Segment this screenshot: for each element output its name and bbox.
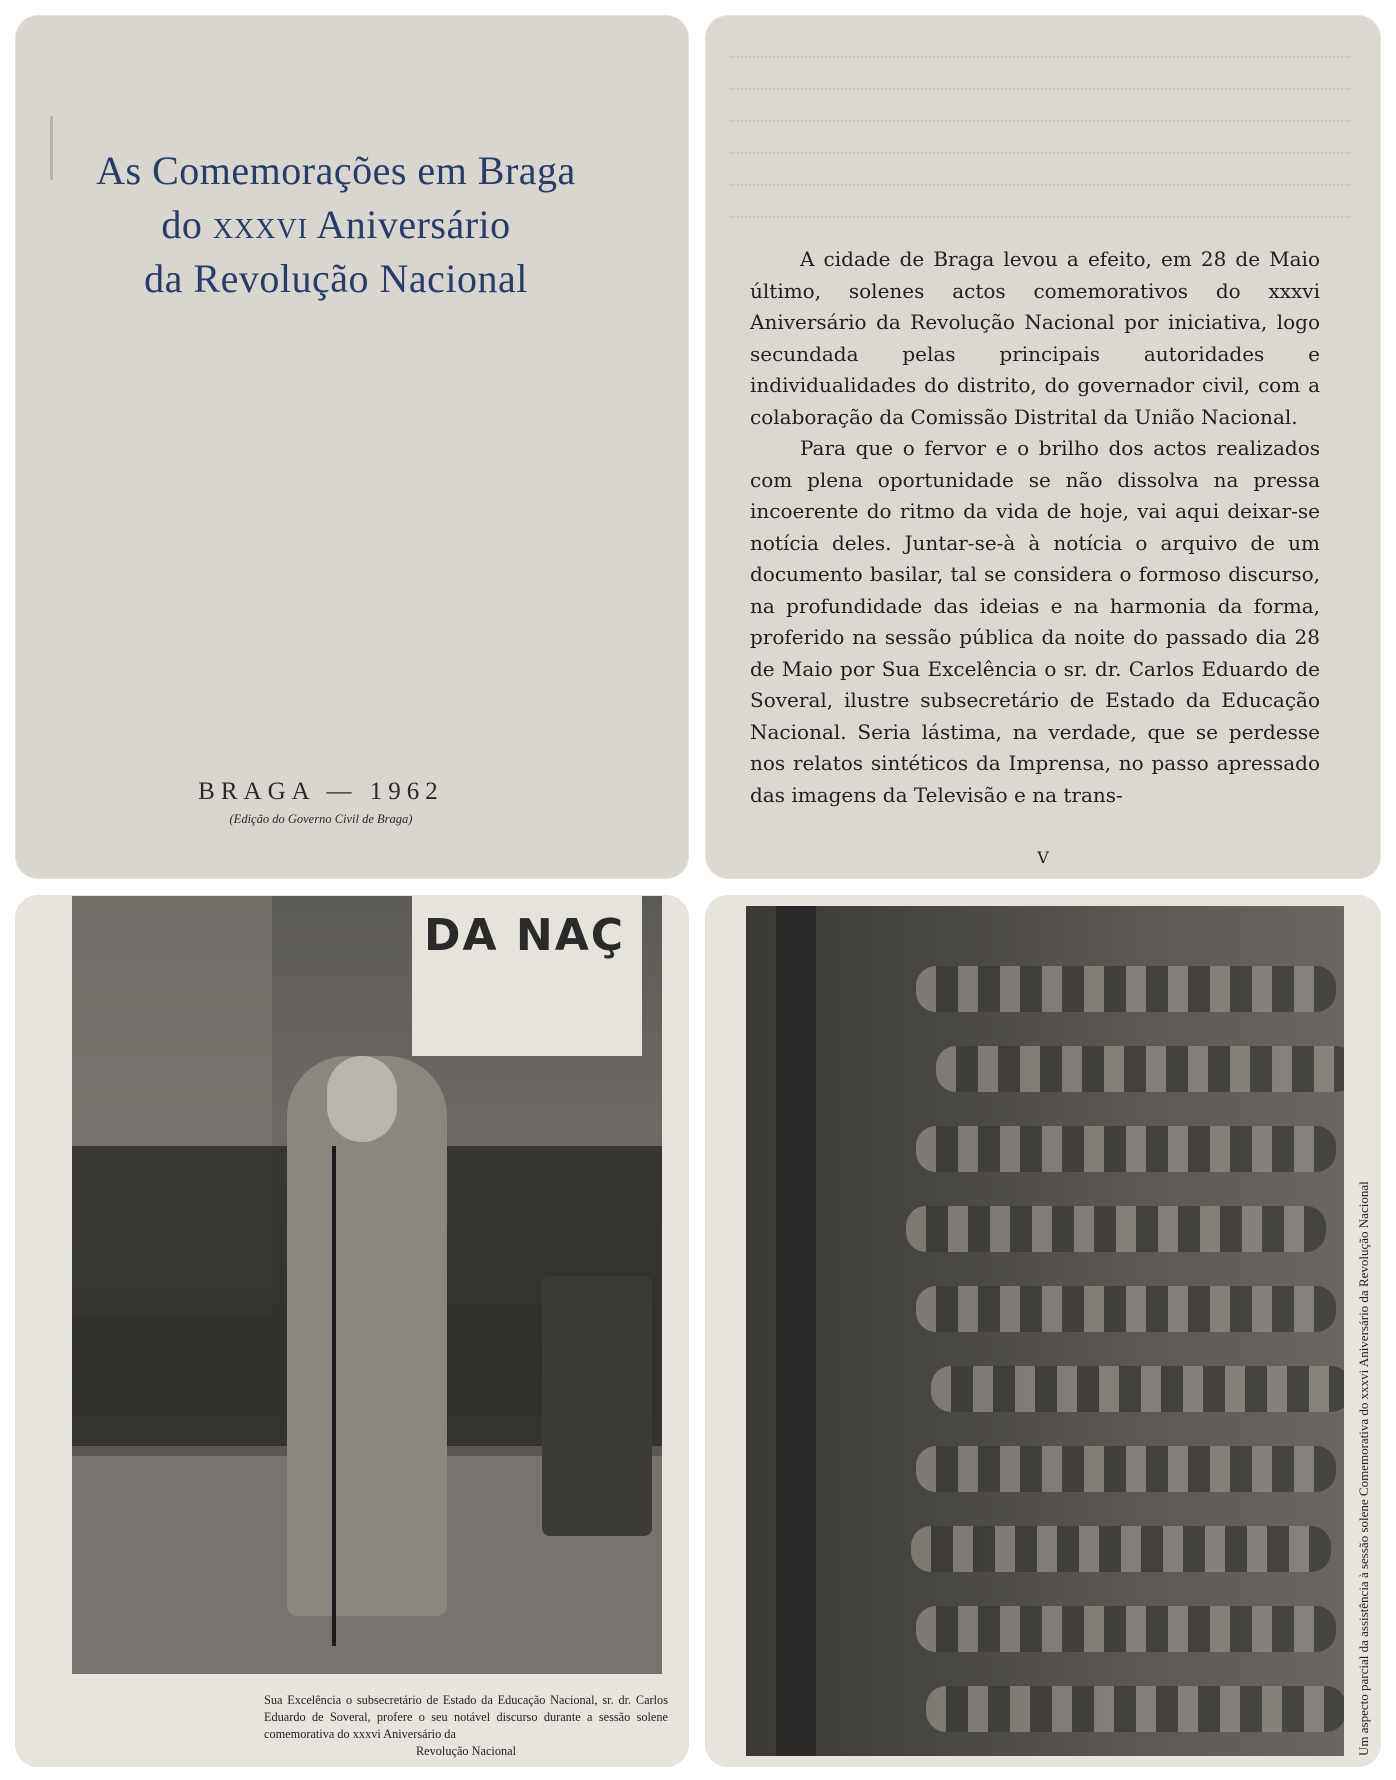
body-text: [750, 244, 1320, 811]
speaker-photo-caption: [264, 1692, 668, 1760]
speaker-photo-page: [16, 896, 688, 1766]
cover-edition: (Edição do Governo Civil de Braga): [229, 812, 413, 826]
cover-title: [76, 144, 596, 306]
margin-mark: [50, 116, 53, 180]
photo-balcony-rail: [776, 906, 816, 1756]
photo-speaker-head: [327, 1056, 397, 1142]
photo-ornate-chair: [542, 1276, 652, 1536]
cover-title-line-3: da Revolução Nacional: [144, 256, 528, 301]
audience-photo: [746, 906, 1344, 1756]
cover-title-numeral: xxxvi: [212, 202, 309, 247]
page-number: V: [1037, 848, 1049, 867]
cover-city-year: BRAGA — 1962: [198, 778, 444, 805]
caption-last-line: Revolução Nacional: [415, 1744, 517, 1758]
cover-title-line-2-suffix: Aniversário: [308, 202, 511, 247]
paragraph-2: Para que o fervor e o brilho dos actos realizados com plena oportunidade se não dissolva na pressa incoerente do ritmo da vida de hoje, vai aqui deixar-se notícia deles. Juntar-se-à à notícia o arquivo de um documento basilar, tal se considera o formoso discurso, na profundidade das ideias e na harmonia da forma, proferido na sessão pública da noite do passado dia 28 de Maio por Sua Excelência o sr. dr. Carlos Eduardo de Soveral, ilustre subsecretário de Estado da Educação Nacional. Seria lástima, na verdade, que se perdesse nos relatos sintéticos da Imprensa, no passo apressado das imagens da Televisão e na trans-: [750, 436, 1320, 807]
cover-title-line-2: [76, 198, 596, 252]
audience-photo-page: [706, 896, 1380, 1766]
photo-banner: DA NAÇ: [412, 896, 642, 1056]
cover-page: [16, 16, 688, 878]
caption-main: Sua Excelência o subsecretário de Estado da Educação Nacional, sr. dr. Carlos Eduardo de Soveral, profere o seu notável discurso durante a sessão solene comemorativa do xxxvi Aniversário da: [264, 1693, 668, 1741]
microphone-stand: [332, 1146, 336, 1646]
audience-photo-caption: Um aspecto parcial da assistência à sessão solene Comemorativa do xxxvi Aniversário da Revolução Nacional: [1356, 1181, 1371, 1756]
cover-title-line-2-prefix: do: [161, 202, 213, 247]
cover-title-line-1: As Comemorações em Braga: [96, 148, 576, 193]
text-page: [706, 16, 1380, 878]
bleed-through-text: [730, 44, 1350, 236]
paragraph-1: A cidade de Braga levou a efeito, em 28 de Maio último, solenes actos comemorativos do xxxvi Aniversário da Revolução Nacional por iniciativa, logo secundada pelas principais autoridades e individualidades do distrito, do governador civil, com a colaboração da Comissão Distrital da União Nacional.: [750, 247, 1320, 429]
cover-imprint: [176, 778, 466, 827]
speaker-photo: [72, 896, 662, 1674]
